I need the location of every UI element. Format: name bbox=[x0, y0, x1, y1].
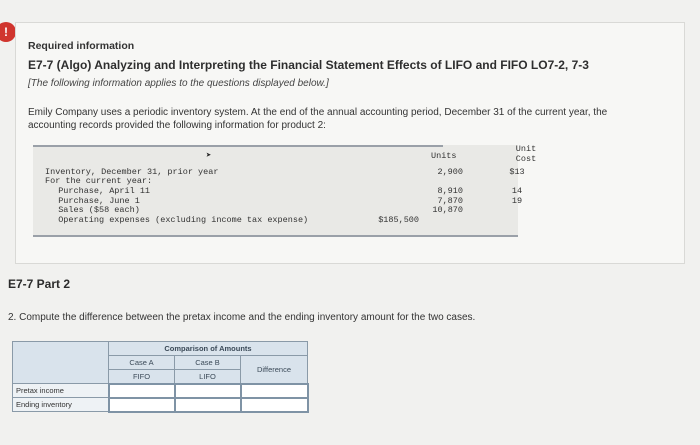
row-label: Purchase, April 11 bbox=[48, 186, 151, 196]
table-row bbox=[33, 186, 523, 196]
part-question: 2. Compute the difference between the pretax income and the ending inventory amount for the two cases. bbox=[8, 312, 476, 323]
comparison-title: Comparison of Amounts bbox=[109, 342, 308, 356]
table-row bbox=[33, 205, 518, 215]
row-label: Operating expenses (excluding income tax expense) bbox=[48, 215, 309, 225]
row-unit-cost: 14 bbox=[511, 186, 523, 196]
ending-inventory-case-a-input[interactable] bbox=[109, 398, 175, 412]
ending-inventory-case-b-input[interactable] bbox=[175, 398, 241, 412]
pretax-income-case-b-input[interactable] bbox=[175, 384, 241, 398]
table-row bbox=[33, 215, 518, 225]
table-row bbox=[13, 398, 308, 412]
row-label: Inventory, December 31, prior year bbox=[45, 167, 219, 177]
row-label-pretax-income: Pretax income bbox=[13, 384, 109, 398]
alert-icon: ! bbox=[0, 22, 16, 42]
required-information-heading: Required information bbox=[28, 40, 135, 52]
ending-inventory-difference-input[interactable] bbox=[241, 398, 308, 412]
row-units: 2,900 bbox=[437, 167, 463, 177]
row-label: For the current year: bbox=[45, 176, 153, 186]
lifo-header: LIFO bbox=[175, 370, 241, 384]
case-b-header: Case B bbox=[175, 356, 241, 370]
question-body: Emily Company uses a periodic inventory system. At the end of the annual accounting period, December 31 of the current year, the accounting records provided the following information for product 2: bbox=[28, 107, 608, 131]
mouse-cursor-icon: ➤ bbox=[206, 151, 212, 161]
units-column-header: Units bbox=[431, 151, 457, 161]
table-top-rule bbox=[33, 145, 443, 147]
row-unit-cost: 19 bbox=[511, 196, 523, 206]
row-label: Purchase, June 1 bbox=[48, 196, 140, 206]
table-bottom-rule bbox=[33, 235, 518, 237]
row-units: 8,910 bbox=[437, 186, 463, 196]
row-units: 10,870 bbox=[432, 205, 463, 215]
pretax-income-difference-input[interactable] bbox=[241, 384, 308, 398]
unit-cost-column-header: Unit Cost bbox=[515, 144, 537, 164]
row-unit-cost: $13 bbox=[509, 167, 525, 177]
difference-header: Difference bbox=[241, 356, 308, 384]
inventory-data-table bbox=[33, 144, 537, 237]
question-note: [The following information applies to the questions displayed below.] bbox=[28, 78, 329, 89]
question-title: E7-7 (Algo) Analyzing and Interpreting the Financial Statement Effects of LIFO and FIFO LO7-2, 7-3 bbox=[28, 58, 589, 72]
case-a-header: Case A bbox=[109, 356, 175, 370]
row-units: 7,870 bbox=[437, 196, 463, 206]
part-title: E7-7 Part 2 bbox=[8, 277, 71, 291]
row-amount: $185,500 bbox=[378, 215, 419, 225]
fifo-header: FIFO bbox=[109, 370, 175, 384]
pretax-income-case-a-input[interactable] bbox=[109, 384, 175, 398]
comparison-header-spacer bbox=[13, 342, 109, 384]
table-row bbox=[13, 384, 308, 398]
comparison-table bbox=[12, 341, 309, 413]
table-row bbox=[33, 176, 518, 186]
row-label-ending-inventory: Ending inventory bbox=[13, 398, 109, 412]
row-label: Sales ($58 each) bbox=[48, 205, 140, 215]
